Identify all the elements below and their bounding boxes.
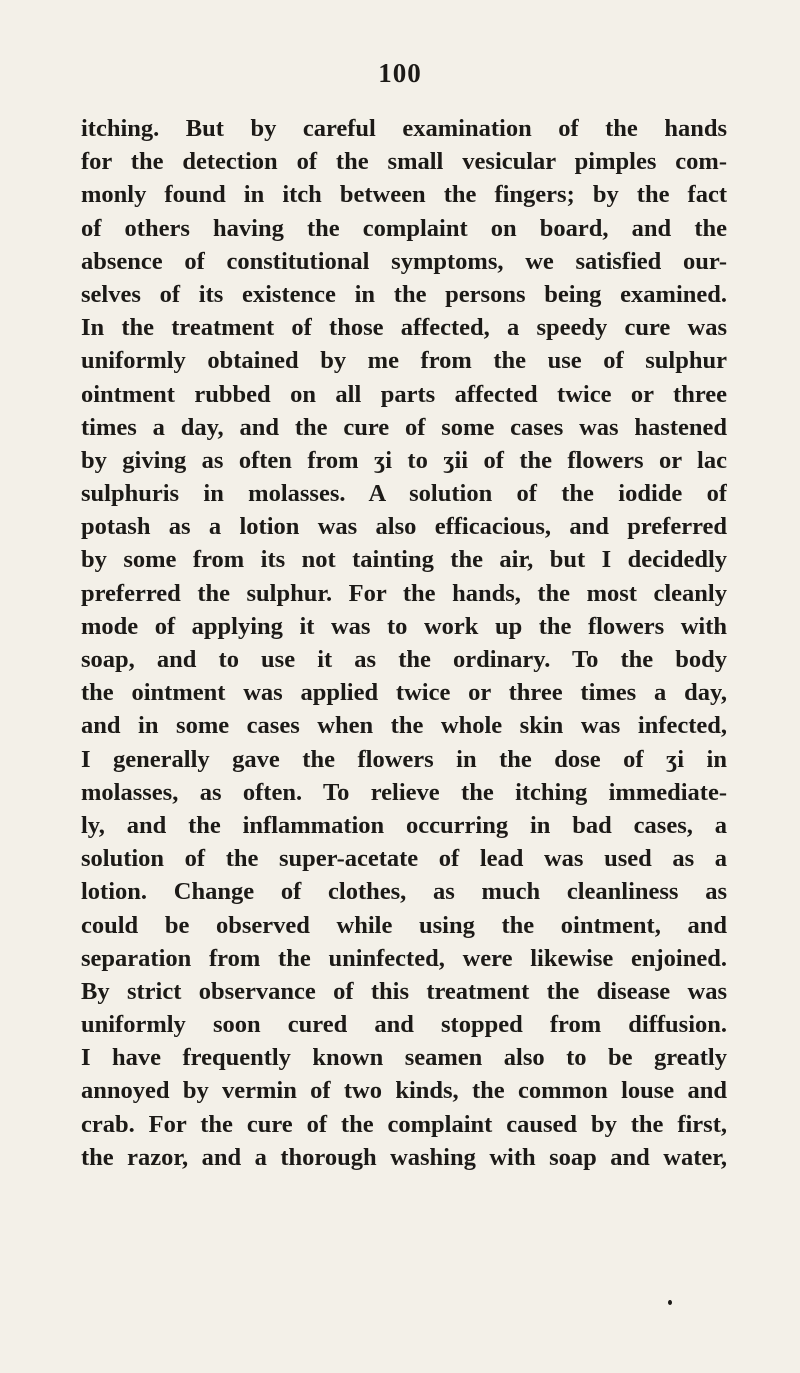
text-line: for the detection of the small vesicular pimples com- [81,148,727,176]
text-line: sulphuris in molasses. A solution of the iodide of [81,480,727,508]
text-line: lotion. Change of clothes, as much cleanliness as [81,878,727,906]
text-line: monly found in itch between the fingers; by the fact [81,181,727,209]
text-line: mode of applying it was to work up the flowers with [81,612,727,640]
text-line: itching. But by careful examination of the hands [81,115,727,142]
text-line: molasses, as often. To relieve the itching immediate- [81,778,727,806]
text-line: selves of its existence in the persons being examined. [81,280,727,308]
text-line: separation from the uninfected, were likewise enjoined. [81,944,727,972]
text-line: by giving as often from ʒi to ʒii of the flowers or lac [81,446,727,474]
text-line: ly, and the inflammation occurring in bad cases, a [81,811,727,839]
text-line: ointment rubbed on all parts affected twice or three [81,380,727,408]
text-line: By strict observance of this treatment the disease was [81,977,727,1005]
text-line: could be observed while using the ointment, and [81,911,727,939]
text-line: by some from its not tainting the air, but I decidedly [81,546,727,574]
text-line: I have frequently known seamen also to be greatly [81,1044,727,1072]
text-line: solution of the super-acetate of lead was used as a [81,845,727,873]
text-line: times a day, and the cure of some cases was hastened [81,413,727,441]
text-line: of others having the complaint on board, and the [81,214,727,242]
text-line: annoyed by vermin of two kinds, the common louse and [81,1077,727,1105]
ink-speck [668,1300,672,1305]
text-line: In the treatment of those affected, a speedy cure was [81,314,727,342]
text-line: the ointment was applied twice or three times a day, [81,679,727,707]
text-line: absence of constitutional symptoms, we satisfied our- [81,247,727,275]
text-line: and in some cases when the whole skin was infected, [81,712,727,740]
text-line: the razor, and a thorough washing with soap and water, [81,1143,727,1171]
text-line: potash as a lotion was also efficacious, and preferred [81,513,727,541]
body-text [81,112,727,1174]
text-line: crab. For the cure of the complaint caused by the first, [81,1110,727,1138]
text-line: uniformly obtained by me from the use of sulphur [81,347,727,375]
text-line: uniformly soon cured and stopped from diffusion. [81,1011,727,1039]
page-number: 100 [378,58,422,88]
text-line: I generally gave the flowers in the dose of ʒi in [81,745,727,773]
text-line: preferred the sulphur. For the hands, the most cleanly [81,579,727,607]
text-line: soap, and to use it as the ordinary. To the body [81,646,727,673]
